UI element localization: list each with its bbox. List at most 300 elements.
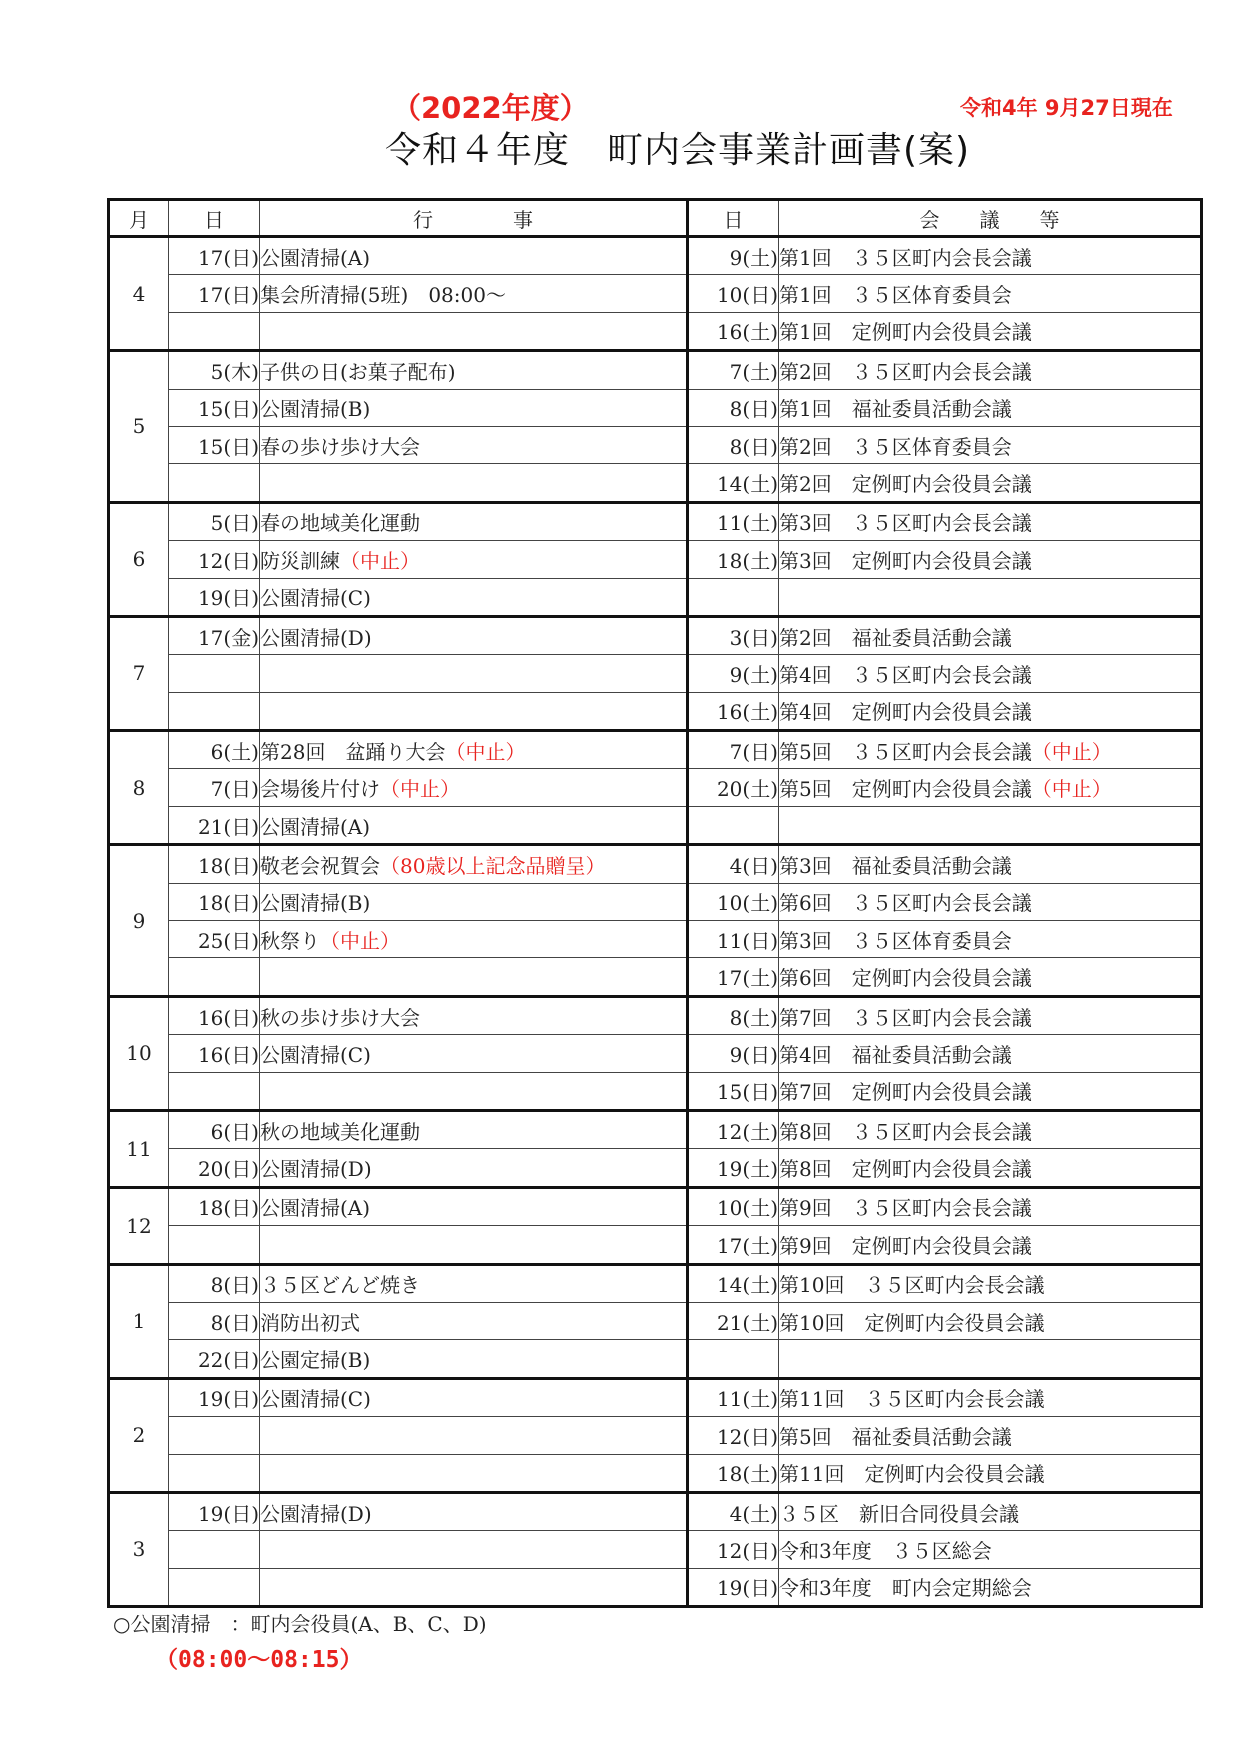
event-cell bbox=[260, 312, 688, 350]
meeting-cell bbox=[779, 845, 1202, 883]
event-cell bbox=[260, 1454, 688, 1492]
meeting-day-cell bbox=[688, 1568, 779, 1606]
meeting-cell bbox=[779, 806, 1202, 844]
month-cell: 8 bbox=[109, 731, 169, 845]
meeting-name: 第7回 ３５区町内会長会議 bbox=[779, 1005, 1032, 1030]
meeting-day: 3(日) bbox=[729, 625, 778, 650]
table-row bbox=[109, 1340, 1202, 1378]
fiscal-year-subtitle: （2022年度） bbox=[392, 91, 589, 125]
meeting-cell bbox=[779, 389, 1202, 426]
meeting-cell bbox=[779, 921, 1202, 958]
meeting-day: 14(土) bbox=[716, 1273, 778, 1298]
meeting-cell bbox=[779, 351, 1202, 389]
table-row bbox=[109, 578, 1202, 616]
meeting-day-cell bbox=[688, 769, 779, 806]
event-name: 公園清掃(C) bbox=[260, 586, 371, 611]
table-row bbox=[109, 389, 1202, 426]
meeting-day-cell bbox=[688, 578, 779, 616]
meeting-day-cell bbox=[688, 731, 779, 769]
meeting-day-cell bbox=[688, 1264, 779, 1302]
event-cell bbox=[260, 541, 688, 578]
event-cell bbox=[260, 1072, 688, 1110]
meeting-name: 第5回 ３５区町内会長会議 bbox=[779, 739, 1032, 764]
event-cell bbox=[260, 578, 688, 616]
meeting-day-cell bbox=[688, 996, 779, 1034]
event-day: 12(日) bbox=[197, 548, 259, 573]
meeting-name: 第2回 定例町内会役員会議 bbox=[779, 472, 1032, 497]
month-cell: 1 bbox=[109, 1264, 169, 1378]
meeting-day: 11(日) bbox=[716, 928, 778, 953]
event-cell bbox=[260, 237, 688, 275]
event-day: 5(日) bbox=[210, 511, 259, 536]
col-meeting-header: 会 議 等 bbox=[779, 200, 1202, 237]
event-cell bbox=[260, 655, 688, 692]
event-cell bbox=[260, 1226, 688, 1264]
month-cell: 12 bbox=[109, 1187, 169, 1264]
meeting-day-cell bbox=[688, 1378, 779, 1416]
meeting-cell bbox=[779, 1492, 1202, 1530]
meeting-name: 第2回 福祉委員活動会議 bbox=[779, 625, 1012, 650]
table-row bbox=[109, 883, 1202, 920]
event-cell bbox=[260, 616, 688, 654]
event-name: 春の歩け歩け大会 bbox=[260, 434, 420, 459]
table-row bbox=[109, 312, 1202, 350]
meeting-cell bbox=[779, 1149, 1202, 1187]
event-note: （中止） bbox=[445, 739, 526, 764]
event-day-cell bbox=[169, 275, 260, 312]
event-day: 18(日) bbox=[197, 1196, 259, 1221]
table-row bbox=[109, 996, 1202, 1034]
table-row bbox=[109, 1187, 1202, 1225]
meeting-day: 20(土) bbox=[716, 777, 778, 802]
meeting-cell bbox=[779, 541, 1202, 578]
meeting-cell bbox=[779, 426, 1202, 463]
meeting-day-cell bbox=[688, 351, 779, 389]
table-row bbox=[109, 731, 1202, 769]
event-day-cell bbox=[169, 389, 260, 426]
meeting-cell bbox=[779, 1531, 1202, 1568]
event-name: 公園清掃(A) bbox=[260, 245, 371, 270]
meeting-cell bbox=[779, 502, 1202, 540]
event-day-cell bbox=[169, 312, 260, 350]
event-cell bbox=[260, 1149, 688, 1187]
meeting-day-cell bbox=[688, 883, 779, 920]
meeting-day: 18(土) bbox=[716, 548, 778, 573]
event-day-cell bbox=[169, 1340, 260, 1378]
event-day: 5(木) bbox=[210, 359, 259, 384]
event-day-cell bbox=[169, 883, 260, 920]
meeting-day-cell bbox=[688, 389, 779, 426]
event-day-cell bbox=[169, 578, 260, 616]
table-row bbox=[109, 464, 1202, 502]
event-day-cell bbox=[169, 616, 260, 654]
event-name: 防災訓練 bbox=[260, 548, 340, 573]
meeting-name: 第1回 ３５区町内会長会議 bbox=[779, 245, 1032, 270]
event-name: 第28回 盆踊り大会 bbox=[260, 739, 446, 764]
meeting-name: 第9回 ３５区町内会長会議 bbox=[779, 1196, 1032, 1221]
event-day-cell bbox=[169, 769, 260, 806]
meeting-name: 第1回 ３５区体育委員会 bbox=[779, 283, 1012, 308]
event-cell bbox=[260, 1187, 688, 1225]
meeting-day-cell bbox=[688, 1340, 779, 1378]
table-row bbox=[109, 541, 1202, 578]
table-row bbox=[109, 426, 1202, 463]
meeting-name: 第6回 ３５区町内会長会議 bbox=[779, 891, 1032, 916]
meeting-day: 7(土) bbox=[729, 359, 778, 384]
table-row bbox=[109, 616, 1202, 654]
event-cell bbox=[260, 1340, 688, 1378]
table-row bbox=[109, 1110, 1202, 1148]
event-day-cell bbox=[169, 1531, 260, 1568]
event-day: 18(日) bbox=[197, 891, 259, 916]
event-day-cell bbox=[169, 1110, 260, 1148]
meeting-cell bbox=[779, 464, 1202, 502]
event-name: 公園清掃(B) bbox=[260, 891, 371, 916]
event-cell bbox=[260, 1264, 688, 1302]
meeting-cell bbox=[779, 692, 1202, 730]
table-row bbox=[109, 1226, 1202, 1264]
meeting-day: 8(土) bbox=[729, 1005, 778, 1030]
event-cell bbox=[260, 692, 688, 730]
meeting-day-cell bbox=[688, 806, 779, 844]
table-row bbox=[109, 921, 1202, 958]
event-name: 公園清掃(A) bbox=[260, 1196, 371, 1221]
month-cell: 7 bbox=[109, 616, 169, 730]
meeting-day: 7(日) bbox=[729, 739, 778, 764]
meeting-day-cell bbox=[688, 655, 779, 692]
meeting-cell bbox=[779, 996, 1202, 1034]
event-name: 秋の歩け歩け大会 bbox=[260, 1005, 420, 1030]
table-row bbox=[109, 1454, 1202, 1492]
cleaning-time-note: （08:00～08:15） bbox=[155, 1647, 363, 1673]
event-name: 公園清掃(D) bbox=[260, 1157, 372, 1182]
meeting-day: 21(土) bbox=[716, 1310, 778, 1335]
col-month-header: 月 bbox=[109, 200, 169, 237]
meeting-day: 10(土) bbox=[716, 891, 778, 916]
event-day: 15(日) bbox=[197, 397, 259, 422]
table-row bbox=[109, 845, 1202, 883]
event-day-cell bbox=[169, 426, 260, 463]
event-cell bbox=[260, 1492, 688, 1530]
event-day: 8(日) bbox=[210, 1310, 259, 1335]
table-row bbox=[109, 1149, 1202, 1187]
col-event-header: 行 事 bbox=[260, 200, 688, 237]
meeting-name: 第4回 定例町内会役員会議 bbox=[779, 700, 1032, 725]
event-name: 公園清掃(A) bbox=[260, 814, 371, 839]
event-cell bbox=[260, 389, 688, 426]
meeting-day-cell bbox=[688, 1417, 779, 1454]
event-name: ３５区どんど焼き bbox=[260, 1273, 420, 1298]
event-day-cell bbox=[169, 692, 260, 730]
meeting-cell bbox=[779, 1110, 1202, 1148]
table-row bbox=[109, 1568, 1202, 1606]
meeting-day: 4(日) bbox=[729, 853, 778, 878]
meeting-day: 9(土) bbox=[729, 245, 778, 270]
event-cell bbox=[260, 275, 688, 312]
event-day: 6(日) bbox=[210, 1119, 259, 1144]
event-day-cell bbox=[169, 1264, 260, 1302]
meeting-name: 令和3年度 町内会定期総会 bbox=[779, 1576, 1032, 1601]
event-day-cell bbox=[169, 541, 260, 578]
month-cell: 11 bbox=[109, 1110, 169, 1187]
event-day-cell bbox=[169, 1378, 260, 1416]
meeting-day-cell bbox=[688, 1302, 779, 1339]
meeting-cell bbox=[779, 1187, 1202, 1225]
event-cell bbox=[260, 806, 688, 844]
meeting-name: 第8回 ３５区町内会長会議 bbox=[779, 1119, 1032, 1144]
event-cell bbox=[260, 502, 688, 540]
meeting-cell bbox=[779, 1226, 1202, 1264]
table-row bbox=[109, 1378, 1202, 1416]
event-day-cell bbox=[169, 237, 260, 275]
event-day: 17(金) bbox=[197, 625, 259, 650]
event-day: 19(日) bbox=[197, 586, 259, 611]
event-note: （中止） bbox=[380, 777, 460, 802]
meeting-day: 8(日) bbox=[729, 397, 778, 422]
event-cell bbox=[260, 464, 688, 502]
meeting-day-cell bbox=[688, 845, 779, 883]
as-of-date: 令和4年 9月27日現在 bbox=[960, 96, 1173, 120]
meeting-name: 第11回 定例町内会役員会議 bbox=[779, 1462, 1045, 1487]
meeting-day-cell bbox=[688, 312, 779, 350]
event-name: 集会所清掃(5班) 08:00～ bbox=[260, 283, 506, 308]
event-day: 25(日) bbox=[197, 928, 259, 953]
meeting-note: （中止） bbox=[1031, 739, 1112, 764]
table-row bbox=[109, 769, 1202, 806]
meeting-day-cell bbox=[688, 1226, 779, 1264]
meeting-name: 第6回 定例町内会役員会議 bbox=[779, 966, 1032, 991]
meeting-day: 11(土) bbox=[716, 1387, 778, 1412]
event-cell bbox=[260, 1035, 688, 1072]
meeting-cell bbox=[779, 883, 1202, 920]
meeting-day: 19(日) bbox=[716, 1576, 778, 1601]
event-day-cell bbox=[169, 921, 260, 958]
event-name: 敬老会祝賀会 bbox=[260, 853, 380, 878]
meeting-cell bbox=[779, 1035, 1202, 1072]
event-day: 8(日) bbox=[210, 1273, 259, 1298]
event-day-cell bbox=[169, 1417, 260, 1454]
event-name: 秋の地域美化運動 bbox=[260, 1119, 420, 1144]
event-day: 16(日) bbox=[197, 1005, 259, 1030]
meeting-day-cell bbox=[688, 1110, 779, 1148]
meeting-name: 第4回 ３５区町内会長会議 bbox=[779, 662, 1032, 687]
meeting-name: ３５区 新旧合同役員会議 bbox=[779, 1501, 1019, 1526]
col-day-header: 日 bbox=[169, 200, 260, 237]
table-row bbox=[109, 692, 1202, 730]
meeting-day-cell bbox=[688, 1072, 779, 1110]
event-cell bbox=[260, 845, 688, 883]
meeting-day: 14(土) bbox=[716, 472, 778, 497]
meeting-name: 令和3年度 ３５区総会 bbox=[779, 1538, 992, 1563]
event-note: （中止） bbox=[320, 928, 400, 953]
meeting-day-cell bbox=[688, 426, 779, 463]
meeting-cell bbox=[779, 655, 1202, 692]
meeting-name: 第3回 定例町内会役員会議 bbox=[779, 548, 1032, 573]
event-name: 春の地域美化運動 bbox=[260, 511, 420, 536]
meeting-day: 17(土) bbox=[716, 966, 778, 991]
meeting-day-cell bbox=[688, 1035, 779, 1072]
event-day: 16(日) bbox=[197, 1042, 259, 1067]
month-cell: 2 bbox=[109, 1378, 169, 1492]
col-meeting-day-header: 日 bbox=[688, 200, 779, 237]
meeting-day: 17(土) bbox=[716, 1233, 778, 1258]
meeting-day: 9(土) bbox=[729, 662, 778, 687]
table-row bbox=[109, 1072, 1202, 1110]
meeting-cell bbox=[779, 1264, 1202, 1302]
meeting-name: 第3回 ３５区体育委員会 bbox=[779, 928, 1012, 953]
event-name: 公園清掃(C) bbox=[260, 1042, 371, 1067]
meeting-day-cell bbox=[688, 921, 779, 958]
event-day: 20(日) bbox=[197, 1157, 259, 1182]
meeting-name: 第1回 福祉委員活動会議 bbox=[779, 397, 1012, 422]
month-cell: 4 bbox=[109, 237, 169, 351]
meeting-day-cell bbox=[688, 1492, 779, 1530]
meeting-day-cell bbox=[688, 237, 779, 275]
event-name: 秋祭り bbox=[260, 928, 320, 953]
meeting-name: 第9回 定例町内会役員会議 bbox=[779, 1233, 1032, 1258]
event-name: 会場後片付け bbox=[260, 777, 380, 802]
event-day-cell bbox=[169, 1302, 260, 1339]
meeting-name: 第8回 定例町内会役員会議 bbox=[779, 1157, 1032, 1182]
meeting-name: 第2回 ３５区体育委員会 bbox=[779, 434, 1012, 459]
meeting-name: 第5回 定例町内会役員会議 bbox=[779, 777, 1032, 802]
meeting-day: 10(土) bbox=[716, 1196, 778, 1221]
meeting-day: 12(日) bbox=[716, 1424, 778, 1449]
meeting-day-cell bbox=[688, 502, 779, 540]
meeting-day-cell bbox=[688, 1454, 779, 1492]
table-row bbox=[109, 1035, 1202, 1072]
table-row bbox=[109, 1492, 1202, 1530]
meeting-cell bbox=[779, 1378, 1202, 1416]
event-day-cell bbox=[169, 845, 260, 883]
event-day: 19(日) bbox=[197, 1387, 259, 1412]
meeting-cell bbox=[779, 1454, 1202, 1492]
meeting-name: 第5回 福祉委員活動会議 bbox=[779, 1424, 1012, 1449]
meeting-day: 10(日) bbox=[716, 283, 778, 308]
meeting-cell bbox=[779, 237, 1202, 275]
month-cell: 9 bbox=[109, 845, 169, 997]
event-note: （中止） bbox=[340, 548, 420, 573]
meeting-name: 第11回 ３５区町内会長会議 bbox=[779, 1387, 1045, 1412]
table-row bbox=[109, 1531, 1202, 1568]
event-name: 消防出初式 bbox=[260, 1310, 360, 1335]
meeting-day-cell bbox=[688, 275, 779, 312]
event-day: 21(日) bbox=[197, 814, 259, 839]
meeting-cell bbox=[779, 769, 1202, 806]
meeting-cell bbox=[779, 616, 1202, 654]
event-note: （80歳以上記念品贈呈） bbox=[380, 853, 606, 878]
event-day-cell bbox=[169, 1187, 260, 1225]
event-cell bbox=[260, 996, 688, 1034]
meeting-name: 第4回 福祉委員活動会議 bbox=[779, 1042, 1012, 1067]
event-day-cell bbox=[169, 655, 260, 692]
event-day-cell bbox=[169, 502, 260, 540]
month-cell: 3 bbox=[109, 1492, 169, 1606]
meeting-cell bbox=[779, 958, 1202, 996]
meeting-name: 第7回 定例町内会役員会議 bbox=[779, 1080, 1032, 1105]
event-plan-table bbox=[107, 198, 1203, 1608]
event-day-cell bbox=[169, 1568, 260, 1606]
meeting-note: （中止） bbox=[1031, 777, 1112, 802]
meeting-name: 第3回 ３５区町内会長会議 bbox=[779, 511, 1032, 536]
page-title: 令和４年度 町内会事業計画書(案) bbox=[385, 130, 971, 171]
table-body bbox=[109, 237, 1202, 1607]
event-day: 17(日) bbox=[197, 245, 259, 270]
event-day: 18(日) bbox=[197, 853, 259, 878]
meeting-name: 第10回 ３５区町内会長会議 bbox=[779, 1273, 1045, 1298]
event-cell bbox=[260, 1417, 688, 1454]
meeting-day-cell bbox=[688, 464, 779, 502]
event-name: 子供の日(お菓子配布) bbox=[260, 359, 456, 384]
event-name: 公園清掃(D) bbox=[260, 625, 372, 650]
month-cell: 6 bbox=[109, 502, 169, 616]
event-cell bbox=[260, 426, 688, 463]
meeting-cell bbox=[779, 275, 1202, 312]
table-row bbox=[109, 1417, 1202, 1454]
meeting-day: 9(日) bbox=[729, 1042, 778, 1067]
month-cell: 5 bbox=[109, 351, 169, 503]
event-day-cell bbox=[169, 731, 260, 769]
meeting-day: 16(土) bbox=[716, 320, 778, 345]
table-row bbox=[109, 237, 1202, 275]
event-name: 公園定掃(B) bbox=[260, 1348, 371, 1373]
meeting-day: 18(土) bbox=[716, 1462, 778, 1487]
event-name: 公園清掃(B) bbox=[260, 397, 371, 422]
event-cell bbox=[260, 1378, 688, 1416]
meeting-day-cell bbox=[688, 541, 779, 578]
event-cell bbox=[260, 351, 688, 389]
meeting-cell bbox=[779, 312, 1202, 350]
meeting-day-cell bbox=[688, 1531, 779, 1568]
meeting-day: 4(土) bbox=[729, 1501, 778, 1526]
event-cell bbox=[260, 1302, 688, 1339]
event-day-cell bbox=[169, 806, 260, 844]
table-header bbox=[109, 200, 1202, 237]
event-day-cell bbox=[169, 351, 260, 389]
event-day: 7(日) bbox=[210, 777, 259, 802]
meeting-day-cell bbox=[688, 616, 779, 654]
meeting-name: 第10回 定例町内会役員会議 bbox=[779, 1310, 1045, 1335]
event-cell bbox=[260, 1110, 688, 1148]
table-row bbox=[109, 275, 1202, 312]
event-day-cell bbox=[169, 1226, 260, 1264]
event-cell bbox=[260, 1568, 688, 1606]
table-row bbox=[109, 1302, 1202, 1339]
event-name: 公園清掃(D) bbox=[260, 1501, 372, 1526]
event-day-cell bbox=[169, 1149, 260, 1187]
meeting-name: 第3回 福祉委員活動会議 bbox=[779, 853, 1012, 878]
event-day-cell bbox=[169, 1492, 260, 1530]
meeting-day: 16(土) bbox=[716, 700, 778, 725]
meeting-day-cell bbox=[688, 1149, 779, 1187]
table-row bbox=[109, 655, 1202, 692]
event-day-cell bbox=[169, 958, 260, 996]
event-name: 公園清掃(C) bbox=[260, 1387, 371, 1412]
event-cell bbox=[260, 769, 688, 806]
event-cell bbox=[260, 958, 688, 996]
event-day: 17(日) bbox=[197, 283, 259, 308]
meeting-day: 12(日) bbox=[716, 1538, 778, 1563]
meeting-day-cell bbox=[688, 1187, 779, 1225]
meeting-day: 11(土) bbox=[716, 511, 778, 536]
table-row bbox=[109, 1264, 1202, 1302]
event-day: 6(土) bbox=[210, 739, 259, 764]
meeting-name: 第1回 定例町内会役員会議 bbox=[779, 320, 1032, 345]
meeting-day-cell bbox=[688, 692, 779, 730]
meeting-cell bbox=[779, 731, 1202, 769]
cleaning-note: ○公園清掃 ：町内会役員(A、B、C、D) bbox=[113, 1612, 487, 1636]
event-day-cell bbox=[169, 1035, 260, 1072]
